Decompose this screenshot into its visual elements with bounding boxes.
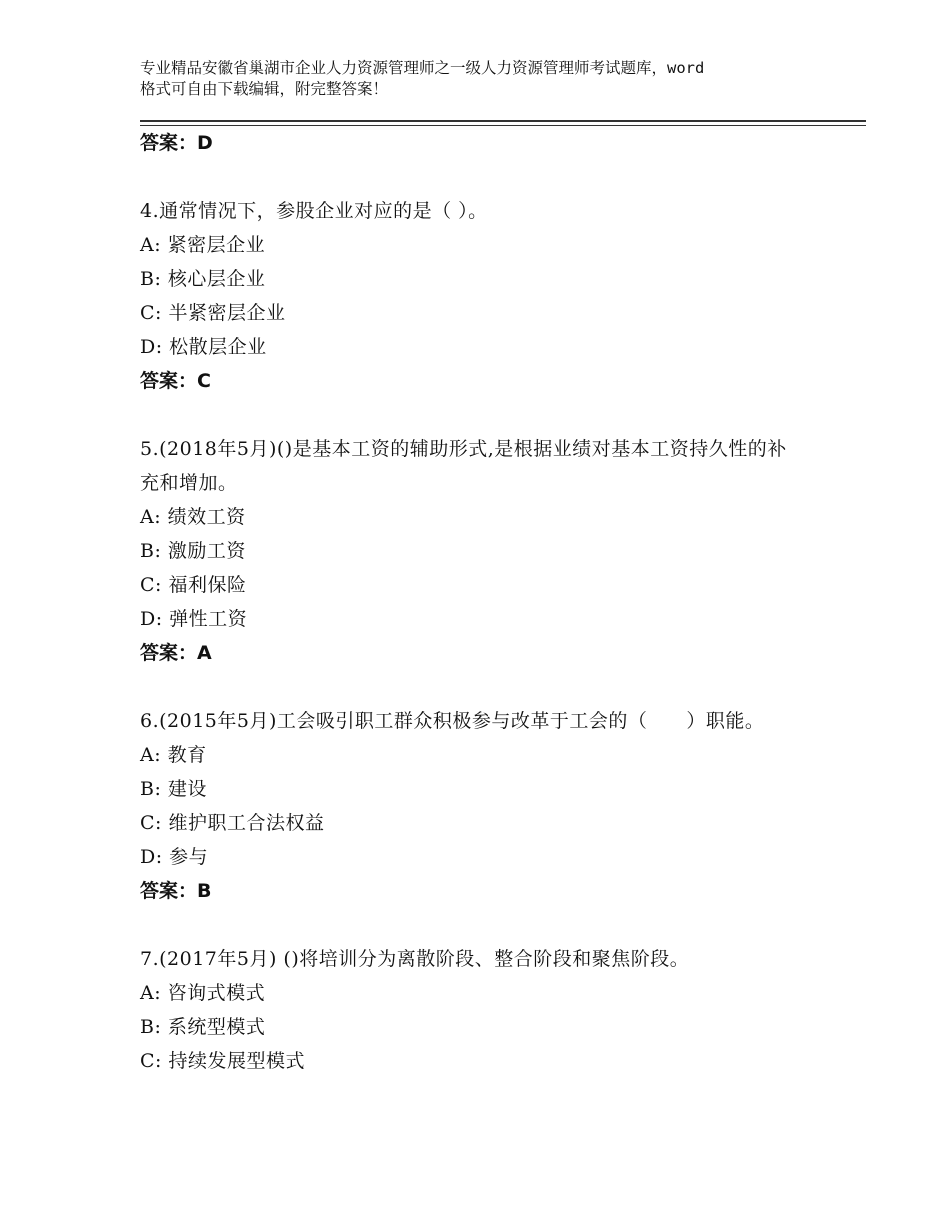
question-text: 5.(2018年5月)()是基本工资的辅助形式,是根据业绩对基本工资持久性的补充和增加。 [140, 438, 787, 494]
answer-label: 答案：A [140, 642, 212, 664]
question-text: 4.通常情况下，参股企业对应的是（ ）。 [140, 200, 488, 222]
option-a: A: 绩效工资 [140, 506, 246, 528]
option-a: A: 教育 [140, 744, 207, 766]
option-c: C: 福利保险 [140, 574, 247, 596]
header-line-2: 格式可自由下载编辑，附完整答案！ [140, 80, 389, 98]
question-text: 7.(2017年5月) ()将培训分为离散阶段、整合阶段和聚焦阶段。 [140, 948, 690, 970]
spacer [140, 670, 830, 704]
option-d: D: 参与 [140, 846, 209, 868]
option-b: B: 建设 [140, 778, 207, 800]
question-text: 6.(2015年5月)工会吸引职工群众积极参与改革于工会的（ ）职能。 [140, 710, 765, 732]
spacer [140, 398, 830, 432]
option-c: C: 半紧密层企业 [140, 302, 286, 324]
option-c: C: 维护职工合法权益 [140, 812, 325, 834]
question-6 [140, 704, 830, 908]
option-a: A: 紧密层企业 [140, 234, 266, 256]
answer-label: 答案：C [140, 370, 211, 392]
header-rule-thick [140, 120, 866, 122]
question-5 [140, 432, 830, 670]
option-b: B: 系统型模式 [140, 1016, 266, 1038]
answer-label: 答案：B [140, 880, 212, 902]
option-a: A: 咨询式模式 [140, 982, 266, 1004]
document-header [140, 58, 830, 100]
question-list [140, 126, 830, 1078]
header-line-1: 专业精品安徽省巢湖市企业人力资源管理师之一级人力资源管理师考试题库，word [140, 59, 705, 77]
answer-label: 答案：D [140, 132, 213, 154]
spacer [140, 908, 830, 942]
option-b: B: 激励工资 [140, 540, 246, 562]
option-b: B: 核心层企业 [140, 268, 266, 290]
question-7 [140, 942, 830, 1078]
option-d: D: 松散层企业 [140, 336, 267, 358]
option-d: D: 弹性工资 [140, 608, 248, 630]
spacer [140, 160, 830, 194]
question-4 [140, 194, 830, 398]
option-c: C: 持续发展型模式 [140, 1050, 305, 1072]
